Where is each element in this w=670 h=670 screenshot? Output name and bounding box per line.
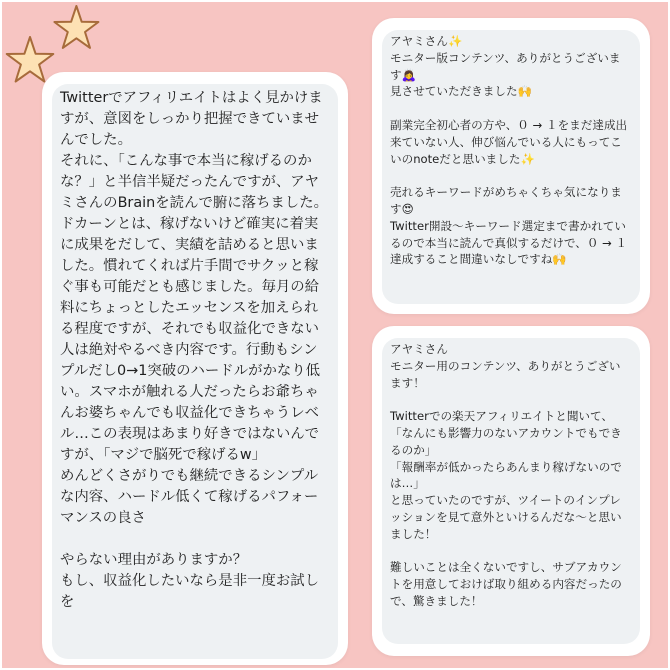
review-card-right-bottom: [372, 326, 650, 656]
review-card-left: [42, 72, 348, 665]
review-bubble: アヤミさん✨ モニター版コンテンツ、ありがとうございます🙇‍♀️ 見させていただきました🙌 副業完全初心者の方や、０ → １をまだ達成出来ていない人、伸び悩んでいる人にもってこいのnoteだと思いました✨ 売れるキーワードがめちゃくちゃ気になります😍 Twitter開設〜キーワード選定まで書かれているので本当に読んで真似するだけで、０ → １達成すること間違いなしですね🙌: [382, 30, 640, 304]
star-icon: [54, 6, 98, 48]
review-bubble: Twitterでアフィリエイトはよく見かけますが、意図をしっかり把握できていませんでした。 それに、「こんな事で本当に稼げるのかな？」と半信半疑だったんですが、アヤミさんのBrainを読んで腑に落ちました。 ドカーンとは、稼げないけど確実に着実に成果をだして、実績を詰めると思いました。慣れてくれば片手間でサクッと稼ぐ事も可能だとも感じました。毎月の給料にちょっとしたエッセンスを加えられる程度ですが、それでも収益化できない人は絶対やるべき内容です。行動もシンプルだし0→1突破のハードルがかなり低い。スマホが触れる人だったらお爺ちゃんお婆ちゃんでも収益化できちゃうレベル…この表現はあまり好きではないんですが、「マジで脳死で稼げるw」 めんどくさがりでも継続できるシンプルな内容、ハードル低くて稼げるパフォーマンスの良さ やらない理由がありますか？ もし、収益化したいなら是非一度お試しを: [52, 84, 338, 659]
star-icon: [7, 37, 54, 82]
review-card-right-top: [372, 18, 650, 314]
review-bubble: アヤミさん モニター用のコンテンツ、ありがとうございます！ Twitterでの楽天アフィリエイトと聞いて、 「なんにも影響力のないアカウントでもできるのか」 「報酬率が低かったらあんまり稼げないのでは…」 と思っていたのですが、ツイートのインプレッションを見て意外といけるんだな〜と思いました！ 難しいことは全くないですし、サブアカウントを用意しておけば取り組める内容だったので、驚きました！: [382, 338, 640, 644]
